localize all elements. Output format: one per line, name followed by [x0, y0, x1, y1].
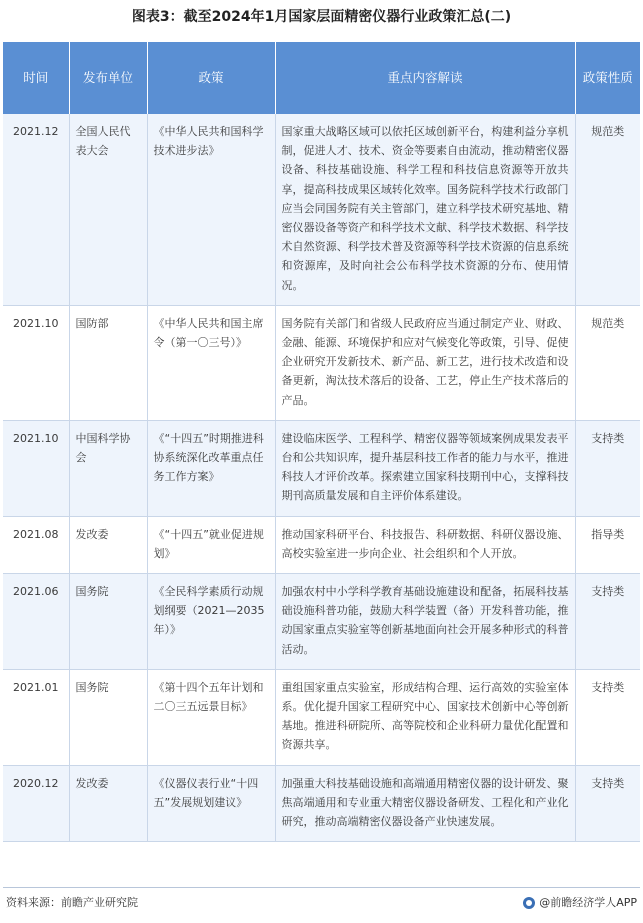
- cell-content: 国家重大战略区域可以依托区域创新平台，构建利益分享机制，促进人才、技术、资金等要素自由流动，推动精密仪器设备、科技基础设施、科学工程和科技信息资源等开放共享，提高科技成果区域转化效率。国务院科学技术行政部门应当会同国务院有关主管部门，建立科学技术研究基地、精密仪器设备等资产和科学技术文献、科学技术数据、科学技术自然资源、科学技术普及资源等科学技术资源的信息系统和资源库，及时向社会公布科学技术资源的分布、使用情况。: [275, 114, 575, 305]
- header-type: 政策性质: [575, 42, 640, 114]
- table-row: [3, 765, 640, 842]
- table-row: [3, 669, 640, 765]
- footer: [6, 893, 637, 913]
- cell-issuer: 国务院: [69, 669, 147, 765]
- cell-type: 支持类: [575, 420, 640, 516]
- cell-policy: 《第十四个五年计划和二〇三五远景目标》: [147, 669, 275, 765]
- cell-policy: 《中华人民共和国主席令（第一〇三号）》: [147, 305, 275, 420]
- cell-issuer: 全国人民代表大会: [69, 114, 147, 305]
- cell-type: 支持类: [575, 574, 640, 670]
- cell-time: 2021.01: [3, 669, 69, 765]
- table-row: [3, 574, 640, 670]
- header-time: 时间: [3, 42, 69, 114]
- cell-policy: 《仪器仪表行业“十四五”发展规划建议》: [147, 765, 275, 842]
- qianzhan-logo-icon: [523, 897, 535, 909]
- cell-type: 规范类: [575, 305, 640, 420]
- cell-issuer: 国务院: [69, 574, 147, 670]
- cell-time: 2020.12: [3, 765, 69, 842]
- cell-time: 2021.10: [3, 420, 69, 516]
- header-content: 重点内容解读: [275, 42, 575, 114]
- cell-time: 2021.08: [3, 516, 69, 573]
- cell-content: 推动国家科研平台、科技报告、科研数据、科研仪器设施、高校实验室进一步向企业、社会组织和个人开放。: [275, 516, 575, 573]
- cell-content: 加强农村中小学科学教育基础设施建设和配备，拓展科技基础设施科普功能，鼓励大科学装置（备）开发科普功能，推动国家重点实验室等创新基地面向社会开展多种形式的科普活动。: [275, 574, 575, 670]
- table-row: [3, 516, 640, 573]
- cell-type: 指导类: [575, 516, 640, 573]
- cell-content: 重组国家重点实验室，形成结构合理、运行高效的实验室体系。优化提升国家工程研究中心、国家技术创新中心等创新基地。推进科研院所、高等院校和企业科研力量优化配置和资源共享。: [275, 669, 575, 765]
- table-row: [3, 420, 640, 516]
- header-issuer: 发布单位: [69, 42, 147, 114]
- cell-content: 国务院有关部门和省级人民政府应当通过制定产业、财政、金融、能源、环境保护和应对气候变化等政策，引导、促使企业研究开发新技术、新产品、新工艺，进行技术改造和设备更新，淘汰技术落后的设备、工艺，停止生产技术落后的产品。: [275, 305, 575, 420]
- cell-issuer: 国防部: [69, 305, 147, 420]
- policy-table: [3, 42, 640, 842]
- cell-policy: 《中华人民共和国科学技术进步法》: [147, 114, 275, 305]
- cell-policy: 《“十四五”就业促进规划》: [147, 516, 275, 573]
- cell-time: 2021.06: [3, 574, 69, 670]
- brand-label: @前瞻经济学人APP: [539, 896, 637, 909]
- footer-divider: [3, 887, 640, 888]
- table-header-row: [3, 42, 640, 114]
- header-policy: 政策: [147, 42, 275, 114]
- source-note: 资料来源：前瞻产业研究院: [6, 896, 138, 909]
- brand-credit: [523, 893, 637, 913]
- cell-policy: 《“十四五”时期推进科协系统深化改革重点任务工作方案》: [147, 420, 275, 516]
- table-row: [3, 114, 640, 305]
- cell-content: 建设临床医学、工程科学、精密仪器等领域案例成果发表平台和公共知识库，提升基层科技工作者的能力与水平，推进科技人才评价改革。探索建立国家科技期刊中心，支撑科技期刊高质量发展和自主评价体系建设。: [275, 420, 575, 516]
- cell-time: 2021.10: [3, 305, 69, 420]
- cell-time: 2021.12: [3, 114, 69, 305]
- cell-type: 支持类: [575, 765, 640, 842]
- cell-type: 支持类: [575, 669, 640, 765]
- cell-content: 加强重大科技基础设施和高端通用精密仪器的设计研发、聚焦高端通用和专业重大精密仪器设备研发、工程化和产业化研究，推动高端精密仪器设备产业快速发展。: [275, 765, 575, 842]
- page-title: 图表3：截至2024年1月国家层面精密仪器行业政策汇总(二): [131, 9, 512, 25]
- cell-issuer: 发改委: [69, 516, 147, 573]
- table-row: [3, 305, 640, 420]
- cell-issuer: 发改委: [69, 765, 147, 842]
- cell-issuer: 中国科学协会: [69, 420, 147, 516]
- cell-policy: 《全民科学素质行动规划纲要（2021—2035年）》: [147, 574, 275, 670]
- cell-type: 规范类: [575, 114, 640, 305]
